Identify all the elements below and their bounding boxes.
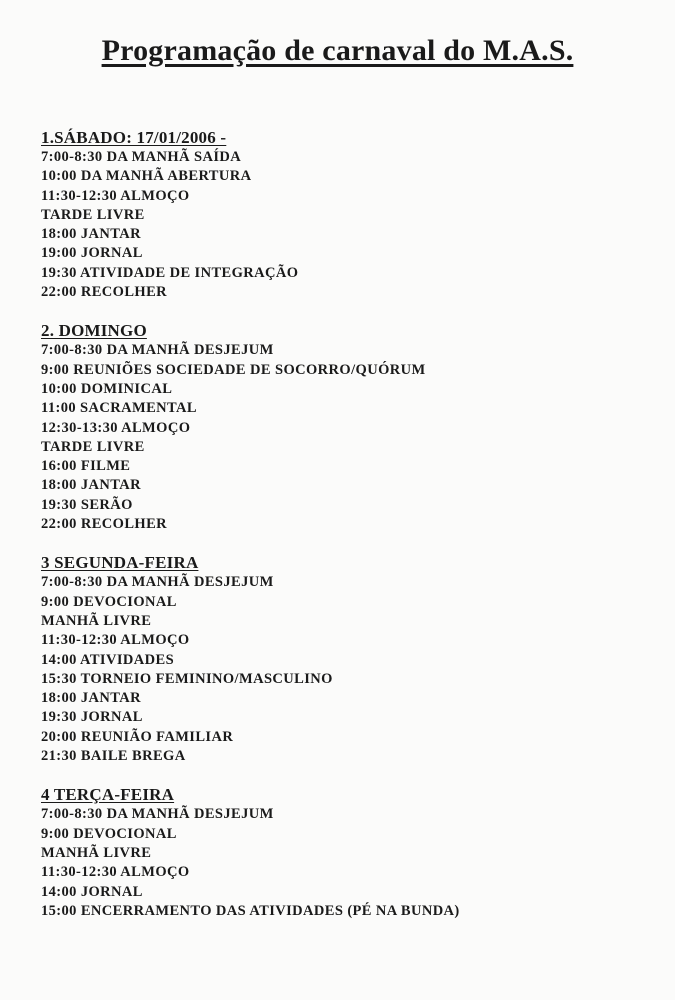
schedule-entry: 11:30-12:30 ALMOÇO bbox=[41, 864, 190, 881]
schedule-entry: 11:30-12:30 ALMOÇO bbox=[41, 187, 190, 204]
schedule-entry: 22:00 RECOLHER bbox=[41, 284, 168, 301]
section-heading: 2. DOMINGO bbox=[41, 321, 147, 341]
schedule-entry: 16:00 FILME bbox=[41, 458, 131, 475]
schedule-entry: 20:00 REUNIÃO FAMILIAR bbox=[41, 728, 234, 745]
schedule-content bbox=[41, 127, 641, 939]
schedule-entry: 21:30 BAILE BREGA bbox=[41, 748, 186, 765]
page-title: Programação de carnaval do M.A.S. bbox=[101, 34, 574, 67]
schedule-entry: 22:00 RECOLHER bbox=[41, 516, 168, 533]
schedule-entry: 14:00 JORNAL bbox=[41, 883, 143, 900]
schedule-entry: 12:30-13:30 ALMOÇO bbox=[41, 419, 191, 436]
section-saturday bbox=[41, 127, 641, 302]
schedule-entry: 19:30 JORNAL bbox=[41, 709, 143, 726]
schedule-entry: 10:00 DA MANHÃ ABERTURA bbox=[41, 168, 252, 185]
schedule-entry: 18:00 JANTAR bbox=[41, 226, 141, 243]
section-heading: 3 SEGUNDA-FEIRA bbox=[41, 553, 199, 573]
schedule-entry: 7:00-8:30 DA MANHÃ DESJEJUM bbox=[41, 574, 274, 591]
schedule-entry: 18:00 JANTAR bbox=[41, 690, 141, 707]
schedule-entry: 10:00 DOMINICAL bbox=[41, 380, 173, 397]
schedule-entry: 14:00 ATIVIDADES bbox=[41, 651, 175, 668]
schedule-entry: 19:00 JORNAL bbox=[41, 245, 143, 262]
schedule-entry: 9:00 REUNIÕES SOCIEDADE DE SOCORRO/QUÓRUM bbox=[41, 361, 426, 378]
section-sunday bbox=[41, 320, 641, 534]
schedule-entry: 11:00 SACRAMENTAL bbox=[41, 400, 197, 417]
schedule-entry: 9:00 DEVOCIONAL bbox=[41, 825, 177, 842]
schedule-entry: 11:30-12:30 ALMOÇO bbox=[41, 632, 190, 649]
schedule-entry: 15:00 ENCERRAMENTO DAS ATIVIDADES (PÉ NA BUNDA) bbox=[41, 902, 460, 919]
schedule-entry: 7:00-8:30 DA MANHÃ DESJEJUM bbox=[41, 806, 274, 823]
section-monday bbox=[41, 552, 641, 766]
schedule-entry: 7:00-8:30 DA MANHÃ SAÍDA bbox=[41, 149, 242, 165]
schedule-entry: 19:30 ATIVIDADE DE INTEGRAÇÃO bbox=[41, 264, 299, 281]
schedule-entry: 19:30 SERÃO bbox=[41, 496, 133, 513]
schedule-entry: TARDE LIVRE bbox=[41, 206, 145, 223]
schedule-entry: 18:00 JANTAR bbox=[41, 477, 141, 494]
schedule-entry: TARDE LIVRE bbox=[41, 438, 145, 455]
schedule-entry: MANHÃ LIVRE bbox=[41, 844, 152, 861]
schedule-entry: MANHÃ LIVRE bbox=[41, 612, 152, 629]
section-heading: 1.SÁBADO: 17/01/2006 - bbox=[41, 128, 227, 147]
section-heading: 4 TERÇA-FEIRA bbox=[41, 785, 175, 805]
schedule-entry: 9:00 DEVOCIONAL bbox=[41, 593, 177, 610]
section-tuesday bbox=[41, 784, 641, 921]
schedule-entry: 15:30 TORNEIO FEMININO/MASCULINO bbox=[41, 670, 333, 687]
schedule-entry: 7:00-8:30 DA MANHÃ DESJEJUM bbox=[41, 342, 274, 359]
